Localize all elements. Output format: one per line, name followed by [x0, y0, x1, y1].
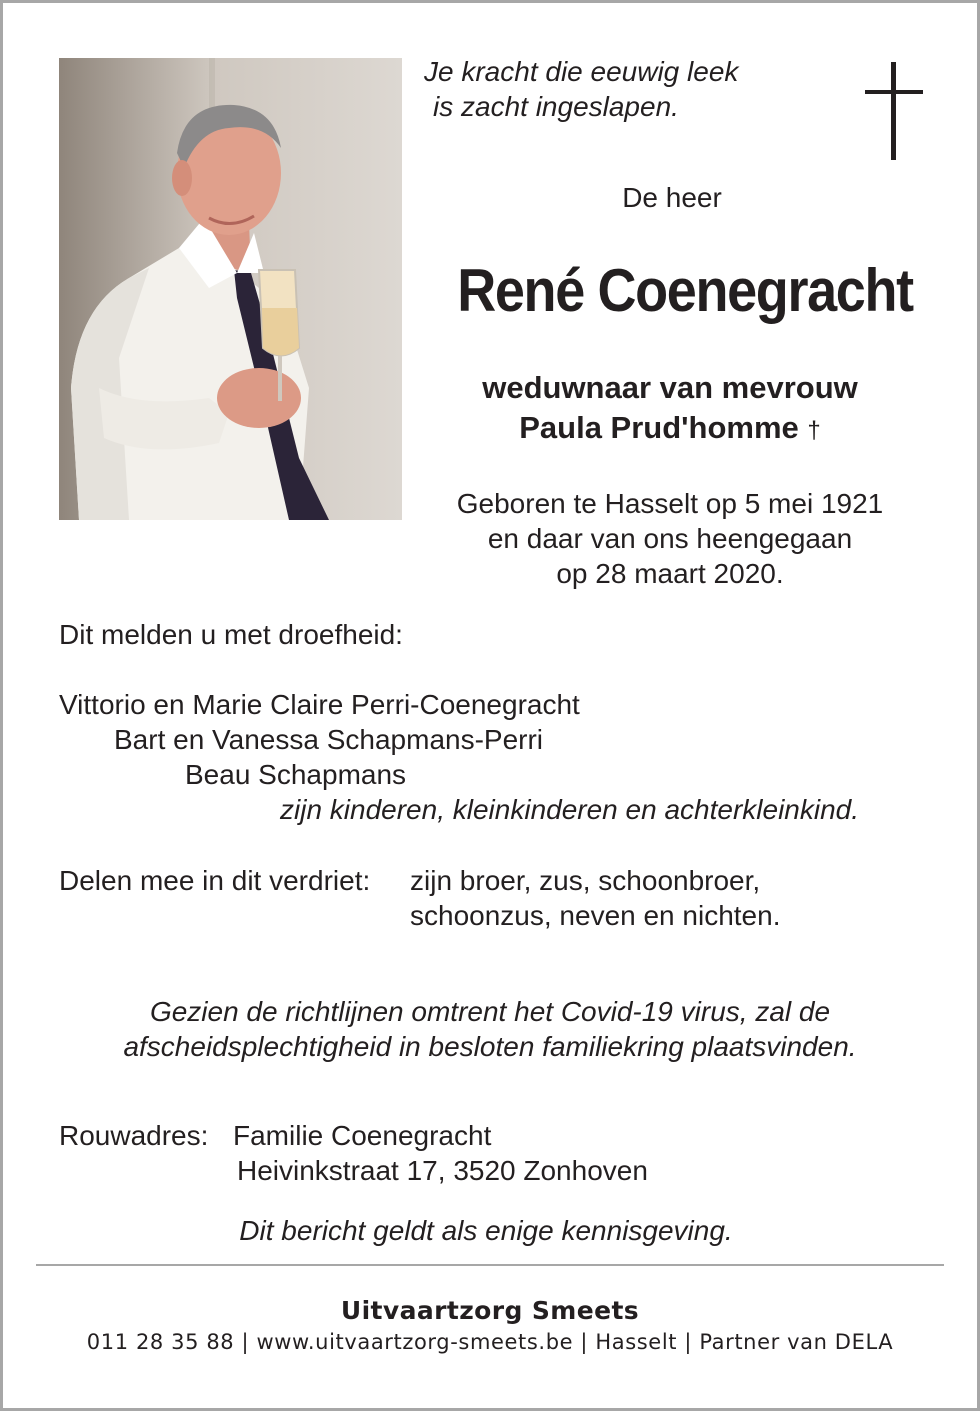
covid-line-2: afscheidsplechtigheid in besloten familiekring plaatsvinden.: [123, 1031, 857, 1062]
birth-line: Geboren te Hasselt op 5 mei 1921: [456, 488, 884, 519]
spouse-name: Paula Prud'homme: [519, 410, 799, 445]
spouse-line-1: weduwnaar van mevrouw: [482, 370, 858, 405]
sharing-label: Delen mee in dit verdriet:: [59, 865, 371, 896]
family-line-1: Vittorio en Marie Claire Perri-Coenegracht: [59, 689, 580, 720]
undertaker-contact: 011 28 35 88 | www.uitvaartzorg-smeets.be | Hasselt | Partner van DELA: [86, 1330, 894, 1354]
announcement: Dit melden u met droefheid:: [59, 619, 403, 650]
covid-line-1: Gezien de richtlijnen omtrent het Covid-19 virus, zal de: [149, 996, 831, 1027]
family-line-3: Beau Schapmans: [185, 759, 407, 790]
death-date-line: op 28 maart 2020.: [556, 558, 784, 589]
notice: Dit bericht geldt als enige kennisgeving.: [239, 1215, 733, 1246]
footer-divider: [36, 1264, 944, 1266]
address-line-2: Heivinkstraat 17, 3520 Zonhoven: [237, 1155, 648, 1186]
address-label: Rouwadres:: [59, 1120, 209, 1151]
spouse-line-2: [420, 408, 920, 451]
undertaker-name: Uitvaartzorg Smeets: [340, 1296, 640, 1325]
honorific: De heer: [622, 182, 722, 213]
cross-icon: [865, 62, 923, 160]
motto-line-2: is zacht ingeslapen.: [433, 91, 679, 122]
passing-line: en daar van ons heengegaan: [487, 523, 853, 554]
sharing-line-2: schoonzus, neven en nichten.: [410, 900, 781, 931]
portrait-photo: [59, 58, 402, 520]
deceased-name: René Coenegracht: [457, 257, 913, 324]
family-line-2: Bart en Vanessa Schapmans-Perri: [114, 724, 544, 755]
family-role: zijn kinderen, kleinkinderen en achterkleinkind.: [280, 794, 860, 825]
motto-line-1: Je kracht die eeuwig leek: [424, 56, 739, 87]
address-line-1: Familie Coenegracht: [233, 1120, 492, 1151]
sharing-line-1: zijn broer, zus, schoonbroer,: [410, 865, 761, 896]
deceased-mark-icon: †: [807, 417, 821, 444]
